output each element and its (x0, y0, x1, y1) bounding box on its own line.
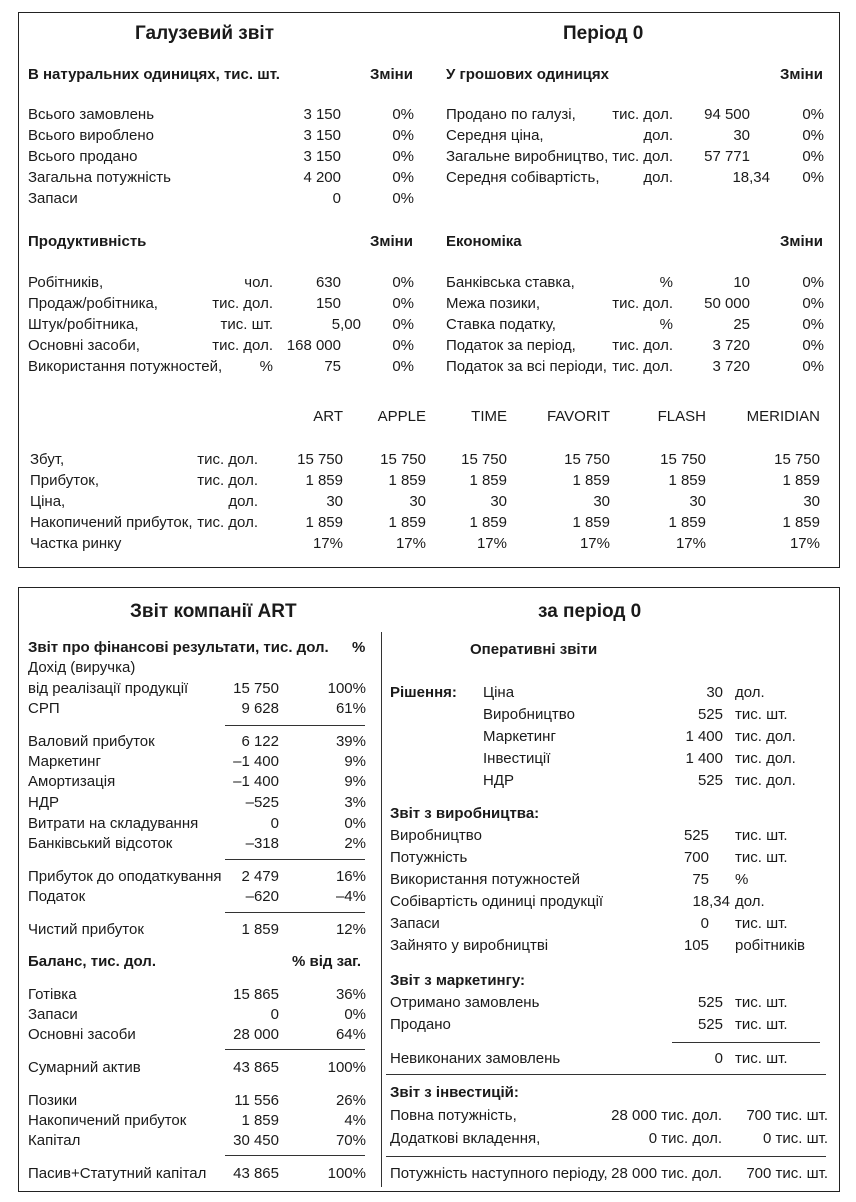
production-row-unit: робітників (735, 937, 806, 954)
financial-row-pct: 3% (344, 794, 366, 811)
company-row-value: 30 (490, 493, 507, 510)
balance-row-label: Накопичений прибуток (28, 1112, 187, 1129)
marketing-row-unit: тис. шт. (735, 1050, 788, 1067)
balance-row-label: Готівка (28, 986, 77, 1003)
financial-row-value: –525 (245, 794, 279, 811)
industry-report-title: Галузевий звіт (135, 23, 275, 44)
decision-row-unit: дол. (735, 684, 765, 701)
financial-row-value: 15 750 (233, 680, 279, 697)
company-row-value: 15 750 (297, 451, 343, 468)
money-row-change: 0% (802, 169, 824, 186)
production-row-value: 700 (683, 849, 709, 866)
economy-row-value: 3 720 (712, 358, 750, 375)
company-column-header: FAVORIT (546, 408, 610, 425)
company-row-value: 1 859 (388, 472, 426, 489)
balance-row-value: 43 865 (233, 1165, 279, 1182)
financial-row-pct: 16% (335, 868, 366, 885)
productivity-row-unit: тис. дол. (212, 295, 273, 312)
financial-row-value: 9 628 (241, 700, 279, 717)
company-period-title: за період 0 (538, 601, 642, 622)
financial-row-label: Витрати на складування (28, 815, 199, 832)
decision-row-value: 1 400 (685, 750, 723, 767)
financial-row-pct: 9% (344, 773, 366, 790)
company-row-value: 30 (409, 493, 426, 510)
production-row-value: 18,34 (692, 893, 730, 910)
money-row-label: Середня ціна, (446, 127, 544, 144)
natural-row-change: 0% (392, 190, 414, 207)
natural-row-value: 3 150 (303, 106, 341, 123)
company-row-value: 15 750 (380, 451, 426, 468)
company-row-unit: дол. (228, 493, 258, 510)
financial-row-label: НДР (28, 794, 59, 811)
decision-row-unit: тис. дол. (735, 750, 796, 767)
productivity-row-change: 0% (392, 316, 414, 333)
balance-row-value: 11 556 (234, 1092, 279, 1109)
money-row-change: 0% (802, 127, 824, 144)
financial-row-value: –1 400 (233, 753, 279, 770)
balance-row-pct: 0% (344, 1006, 366, 1023)
company-row-value: 15 750 (564, 451, 610, 468)
marketing-row-value: 525 (697, 1016, 723, 1033)
marketing-row-label: Продано (390, 1016, 451, 1033)
company-row-value: 1 859 (469, 472, 507, 489)
money-row-value: 18,34 (732, 169, 770, 186)
natural-row-label: Запаси (28, 190, 78, 207)
company-row-value: 1 859 (782, 472, 820, 489)
financial-row-label: СРП (28, 700, 60, 717)
operative-reports-heading: Оперативні звіти (470, 641, 598, 658)
financial-row-label: Маркетинг (28, 753, 101, 770)
balance-row-value: 28 000 (233, 1026, 279, 1043)
company-row-unit: тис. дол. (197, 451, 258, 468)
money-row-change: 0% (802, 148, 824, 165)
company-row-label: Частка ринку (30, 535, 122, 552)
production-row-value: 525 (683, 827, 709, 844)
financial-row-value: 1 859 (241, 921, 279, 938)
economy-heading: Економіка (446, 233, 522, 250)
financial-row-pct: –4% (335, 888, 366, 905)
economy-row-label: Ставка податку, (446, 316, 556, 333)
financial-row-label: Валовий прибуток (28, 733, 155, 750)
economy-row-change: 0% (802, 337, 824, 354)
company-row-value: 15 750 (461, 451, 507, 468)
natural-units-heading: В натуральних одиницях, тис. шт. (28, 66, 280, 83)
natural-row-value: 4 200 (303, 169, 341, 186)
balance-row-pct: 70% (335, 1132, 366, 1149)
economy-row-label: Податок за всі періоди, (446, 358, 607, 375)
company-row-value: 1 859 (668, 472, 706, 489)
balance-row-label: Капітал (28, 1132, 81, 1149)
decision-row-unit: тис. дол. (735, 728, 796, 745)
decision-row-value: 525 (697, 772, 723, 789)
company-row-value: 1 859 (305, 472, 343, 489)
balance-row-label: Сумарний актив (28, 1059, 141, 1076)
marketing-row-unit: тис. шт. (735, 994, 788, 1011)
company-row-value: 30 (326, 493, 343, 510)
marketing-row-unit: тис. шт. (735, 1016, 788, 1033)
balance-row-pct: 64% (335, 1026, 366, 1043)
investment-row-money: 28 000 тис. дол. (611, 1107, 722, 1124)
money-row-label: Продано по галузі, (446, 106, 576, 123)
economy-row-value: 50 000 (704, 295, 750, 312)
balance-heading: Баланс, тис. дол. (28, 953, 156, 970)
money-row-unit: дол. (643, 169, 673, 186)
balance-row-value: 43 865 (233, 1059, 279, 1076)
economy-row-label: Банківська ставка, (446, 274, 575, 291)
money-row-unit: тис. дол. (612, 148, 673, 165)
natural-row-value: 0 (332, 190, 341, 207)
marketing-row-label: Невиконаних замовлень (390, 1050, 561, 1067)
production-row-label: Використання потужностей (390, 871, 581, 888)
company-row-value: 1 859 (782, 514, 820, 531)
marketing-row-label: Отримано замовлень (390, 994, 540, 1011)
company-row-unit: тис. дол. (197, 472, 258, 489)
decision-row-label: Маркетинг (483, 728, 556, 745)
economy-row-change: 0% (802, 358, 824, 375)
balance-row-value: 30 450 (233, 1132, 279, 1149)
productivity-heading: Продуктивність (28, 233, 147, 250)
company-column-header: ART (313, 408, 343, 425)
financial-row-pct: 12% (335, 921, 366, 938)
productivity-row-label: Використання потужностей, (28, 358, 223, 375)
revenue-label: Дохід (виручка) (28, 659, 136, 676)
economy-row-label: Податок за період, (446, 337, 576, 354)
financial-row-value: 2 479 (241, 868, 279, 885)
productivity-row-unit: % (259, 358, 273, 375)
production-row-label: Виробництво (390, 827, 482, 844)
natural-row-change: 0% (392, 148, 414, 165)
investment-report-heading: Звіт з інвестицій: (390, 1084, 519, 1101)
productivity-row-unit: чол. (244, 274, 273, 291)
money-row-label: Загальне виробництво, (446, 148, 609, 165)
production-row-unit: тис. шт. (735, 827, 788, 844)
production-row-label: Собівартість одиниці продукції (390, 893, 604, 910)
company-row-value: 17% (395, 535, 426, 552)
production-row-label: Запаси (390, 915, 440, 932)
economy-changes-heading: Зміни (780, 233, 823, 250)
production-row-label: Потужність (390, 849, 468, 866)
company-column-header: APPLE (377, 408, 426, 425)
money-row-unit: дол. (643, 127, 673, 144)
column-divider (381, 632, 382, 1187)
balance-subtotal-line (225, 1049, 365, 1050)
balance-row-value: 0 (270, 1006, 279, 1023)
production-row-value: 75 (692, 871, 709, 888)
natural-row-label: Загальна потужність (28, 169, 171, 186)
financial-row-label: від реалізації продукції (28, 680, 189, 697)
marketing-row-value: 0 (714, 1050, 723, 1067)
natural-row-label: Всього вироблено (28, 127, 154, 144)
natural-row-change: 0% (392, 106, 414, 123)
productivity-row-label: Штук/робітника, (28, 316, 139, 333)
money-row-change: 0% (802, 106, 824, 123)
company-row-label: Ціна, (30, 493, 66, 510)
production-row-unit: тис. шт. (735, 915, 788, 932)
decision-row-label: Інвестиції (483, 750, 551, 767)
economy-row-unit: тис. дол. (612, 337, 673, 354)
natural-row-value: 3 150 (303, 127, 341, 144)
investment-row-money: 28 000 тис. дол. (611, 1165, 722, 1182)
natural-row-change: 0% (392, 127, 414, 144)
company-report-title: Звіт компанії ART (130, 601, 297, 622)
balance-row-pct: 4% (344, 1112, 366, 1129)
period-title: Період 0 (563, 23, 644, 44)
productivity-row-label: Основні засоби, (28, 337, 140, 354)
money-row-value: 94 500 (704, 106, 750, 123)
investment-row-label: Потужність наступного періоду, (390, 1165, 608, 1182)
investment-row-money: 0 тис. дол. (648, 1130, 722, 1147)
decision-row-label: Виробництво (483, 706, 575, 723)
productivity-row-value: 75 (324, 358, 341, 375)
money-row-unit: тис. дол. (612, 106, 673, 123)
financial-pct-heading: % (352, 639, 366, 656)
financial-row-pct: 61% (335, 700, 366, 717)
company-row-value: 1 859 (572, 514, 610, 531)
economy-row-unit: % (659, 274, 673, 291)
natural-row-label: Всього продано (28, 148, 138, 165)
decision-row-value: 30 (706, 684, 723, 701)
productivity-row-value: 168 000 (286, 337, 341, 354)
company-row-value: 1 859 (388, 514, 426, 531)
investment-total-line (386, 1156, 826, 1157)
financial-row-value: –620 (245, 888, 279, 905)
company-row-value: 17% (675, 535, 706, 552)
financial-results-heading: Звіт про фінансові результати, тис. дол. (28, 639, 329, 656)
decision-row-unit: тис. дол. (735, 772, 796, 789)
company-row-value: 1 859 (668, 514, 706, 531)
balance-row-pct: 26% (335, 1092, 366, 1109)
decision-row-label: Ціна (483, 684, 515, 701)
money-changes-heading: Зміни (780, 66, 823, 83)
economy-row-unit: % (659, 316, 673, 333)
decision-row-label: НДР (483, 772, 514, 789)
balance-row-label: Пасив+Статутний капітал (28, 1165, 207, 1182)
company-row-value: 17% (579, 535, 610, 552)
company-row-value: 30 (803, 493, 820, 510)
marketing-row-value: 525 (697, 994, 723, 1011)
productivity-row-change: 0% (392, 295, 414, 312)
company-row-value: 17% (476, 535, 507, 552)
decision-row-value: 525 (697, 706, 723, 723)
financial-row-label: Амортизація (28, 773, 116, 790)
balance-row-pct: 36% (335, 986, 366, 1003)
company-row-value: 15 750 (660, 451, 706, 468)
financial-row-pct: 2% (344, 835, 366, 852)
investment-row-label: Додаткові вкладення, (390, 1130, 541, 1147)
company-row-label: Накопичений прибуток, (30, 514, 193, 531)
productivity-row-unit: тис. дол. (212, 337, 273, 354)
company-row-value: 30 (689, 493, 706, 510)
production-row-label: Зайнято у виробництві (390, 937, 549, 954)
economy-row-value: 25 (733, 316, 750, 333)
financial-row-pct: 9% (344, 753, 366, 770)
balance-row-value: 15 865 (233, 986, 279, 1003)
money-units-heading: У грошових одиницях (446, 66, 609, 83)
production-report-heading: Звіт з виробництва: (390, 805, 540, 822)
productivity-row-label: Продаж/робітника, (28, 295, 158, 312)
production-row-unit: тис. шт. (735, 849, 788, 866)
decision-row-value: 1 400 (685, 728, 723, 745)
financial-subtotal-line (225, 859, 365, 860)
economy-row-label: Межа позики, (446, 295, 541, 312)
marketing-section-line (386, 1074, 826, 1075)
investment-row-label: Повна потужність, (390, 1107, 517, 1124)
productivity-row-value: 150 (315, 295, 341, 312)
company-row-label: Прибуток, (30, 472, 100, 489)
company-row-value: 1 859 (305, 514, 343, 531)
financial-subtotal-line (225, 912, 365, 913)
financial-row-label: Податок (28, 888, 86, 905)
money-row-value: 30 (733, 127, 750, 144)
financial-row-value: –318 (245, 835, 279, 852)
economy-row-change: 0% (802, 274, 824, 291)
marketing-total-line (672, 1042, 820, 1043)
balance-row-value: 1 859 (241, 1112, 279, 1129)
investment-row-units: 0 тис. шт. (762, 1130, 828, 1147)
natural-changes-heading: Зміни (370, 66, 413, 83)
productivity-row-value: 5,00 (331, 316, 361, 333)
financial-subtotal-line (225, 725, 365, 726)
balance-subtotal-line (225, 1155, 365, 1156)
balance-row-label: Запаси (28, 1006, 78, 1023)
decision-row-unit: тис. шт. (735, 706, 788, 723)
economy-row-value: 3 720 (712, 337, 750, 354)
balance-row-pct: 100% (327, 1165, 366, 1182)
balance-row-label: Основні засоби (28, 1026, 136, 1043)
production-row-unit: дол. (735, 893, 765, 910)
money-row-value: 57 771 (704, 148, 750, 165)
production-row-value: 0 (700, 915, 709, 932)
balance-row-pct: 100% (327, 1059, 366, 1076)
financial-row-label: Банківський відсоток (28, 835, 173, 852)
productivity-row-label: Робітників, (28, 274, 104, 291)
marketing-report-heading: Звіт з маркетингу: (390, 972, 525, 989)
financial-row-pct: 39% (335, 733, 366, 750)
economy-row-change: 0% (802, 295, 824, 312)
company-column-header: MERIDIAN (746, 408, 820, 425)
balance-row-label: Позики (28, 1092, 78, 1109)
decisions-label: Рішення: (390, 684, 457, 701)
financial-row-pct: 100% (327, 680, 366, 697)
company-row-value: 1 859 (572, 472, 610, 489)
production-row-unit: % (735, 871, 749, 888)
economy-row-value: 10 (733, 274, 750, 291)
investment-row-units: 700 тис. шт. (746, 1165, 828, 1182)
money-row-label: Середня собівартість, (446, 169, 600, 186)
productivity-row-unit: тис. шт. (220, 316, 273, 333)
economy-row-change: 0% (802, 316, 824, 333)
financial-row-pct: 0% (344, 815, 366, 832)
productivity-changes-heading: Зміни (370, 233, 413, 250)
productivity-row-value: 630 (315, 274, 341, 291)
financial-row-value: –1 400 (233, 773, 279, 790)
company-row-value: 17% (312, 535, 343, 552)
natural-row-value: 3 150 (303, 148, 341, 165)
company-column-header: TIME (471, 408, 507, 425)
productivity-row-change: 0% (392, 274, 414, 291)
financial-row-label: Прибуток до оподаткування (28, 868, 222, 885)
productivity-row-change: 0% (392, 358, 414, 375)
balance-pct-heading: % від заг. (292, 953, 362, 970)
investment-row-units: 700 тис. шт. (746, 1107, 828, 1124)
financial-row-value: 0 (270, 815, 279, 832)
company-row-unit: тис. дол. (197, 514, 258, 531)
company-row-value: 17% (789, 535, 820, 552)
financial-row-value: 6 122 (241, 733, 279, 750)
company-row-value: 30 (593, 493, 610, 510)
company-column-header: FLASH (657, 408, 706, 425)
productivity-row-change: 0% (392, 337, 414, 354)
economy-row-unit: тис. дол. (612, 295, 673, 312)
economy-row-unit: тис. дол. (612, 358, 673, 375)
natural-row-label: Всього замовлень (28, 106, 155, 123)
natural-row-change: 0% (392, 169, 414, 186)
financial-row-label: Чистий прибуток (28, 921, 144, 938)
company-row-label: Збут, (30, 451, 65, 468)
company-row-value: 1 859 (469, 514, 507, 531)
company-row-value: 15 750 (774, 451, 820, 468)
production-row-value: 105 (683, 937, 709, 954)
